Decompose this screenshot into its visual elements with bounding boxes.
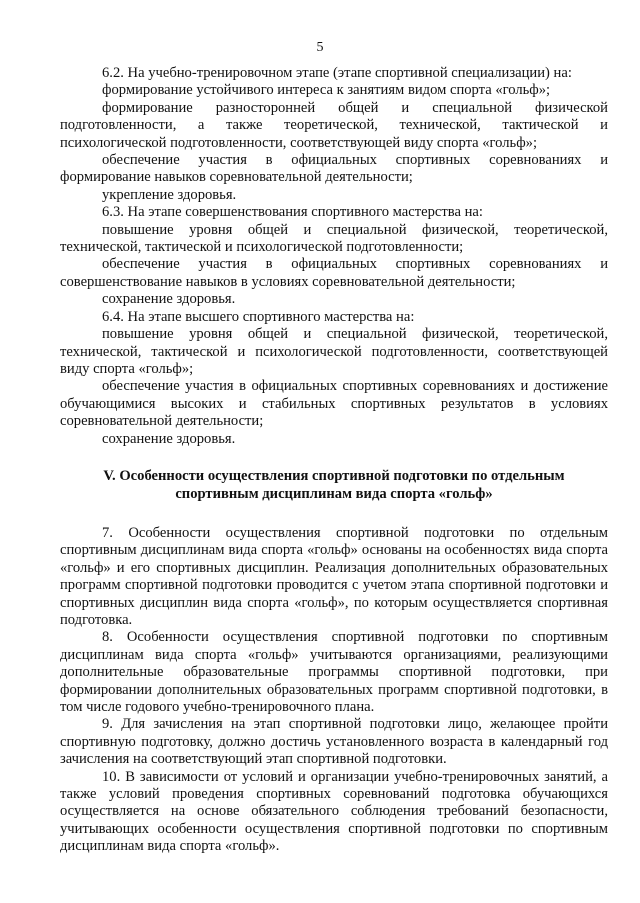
list-item: сохранение здоровья. — [102, 291, 236, 308]
paragraph-6-2: 6.2. На учебно-тренировочном этапе (этапе спортивной специализации) на: — [102, 65, 572, 81]
paragraph-10: 10. В зависимости от условий и организации учебно-тренировочных занятий, а также условий проведения спортивных соревнований подготовка обучающихся осуществляется на основе обязательного соблюдения требований безопасности, учитывающих особенности осуществления спортивной подготовки по спортивным дисциплинам вида спорта «гольф». — [60, 768, 608, 855]
list-item: укрепление здоровья. — [102, 186, 237, 203]
section-heading-line-1: V. Особенности осуществления спортивной подготовки по отдельным — [103, 467, 565, 484]
paragraph-6-3: 6.3. На этапе совершенствования спортивного мастерства на: — [102, 204, 483, 221]
page-number: 5 — [316, 40, 324, 55]
section-v-body — [60, 525, 608, 856]
list-item: сохранение здоровья. — [102, 430, 236, 447]
list-item: формирование устойчивого интереса к занятиям видом спорта «гольф»; — [102, 82, 551, 99]
list-item: обеспечение участия в официальных спортивных соревнованиях и достижение обучающимися высоких и стабильных спортивных результатов в условиях соревновательной деятельности; — [60, 378, 608, 430]
list-item: повышение уровня общей и специальной физической, теоретической, технической, тактической и психологической подготовленности, соответствующей виду спорта «гольф»; — [60, 326, 608, 377]
section-heading — [60, 467, 608, 503]
section-heading-line-2: спортивным дисциплинам вида спорта «гольф» — [175, 485, 493, 502]
paragraph-9: 9. Для зачисления на этап спортивной подготовки лицо, желающее пройти спортивную подготовку, должно достичь установленного возраста в календарный год зачисления на соответствующий этап спортивной подготовки. — [60, 716, 608, 768]
paragraph-8: 8. Особенности осуществления спортивной подготовки по спортивным дисциплинам вида спорта «гольф» учитываются организациями, реализующими дополнительные образовательные программы спортивной подготовки, при формировании дополнительных образовательных программ спортивной подготовки, в том числе годового учебно-тренировочного плана. — [60, 629, 608, 715]
list-item: повышение уровня общей и специальной физической, теоретической, технической, тактической и психологической подготовленности; — [60, 221, 608, 256]
paragraph-6-4: 6.4. На этапе высшего спортивного мастерства на: — [102, 308, 415, 325]
document-body — [60, 65, 608, 856]
list-item: обеспечение участия в официальных спортивных соревнованиях и совершенствование навыков в условиях соревновательной деятельности; — [60, 256, 608, 290]
list-item: обеспечение участия в официальных спортивных соревнованиях и формирование навыков соревновательной деятельности; — [60, 152, 608, 186]
paragraph-7: 7. Особенности осуществления спортивной подготовки по отдельным спортивным дисциплинам вида спорта «гольф» основаны на особенностях вида спорта «гольф» и его спортивных дисциплин. Реализация дополнительных образовательных программ спортивной подготовки проводится с учетом этапа спортивной подготовки и спортивных дисциплин вида спорта «гольф», по которым осуществляется спортивная подготовка. — [60, 524, 608, 628]
training-goals-block — [60, 65, 608, 448]
list-item: формирование разносторонней общей и специальной физической подготовленности, а также теоретической, технической, тактической и психологической подготовленности, соответствующей виду спорта «гольф»; — [60, 99, 608, 151]
